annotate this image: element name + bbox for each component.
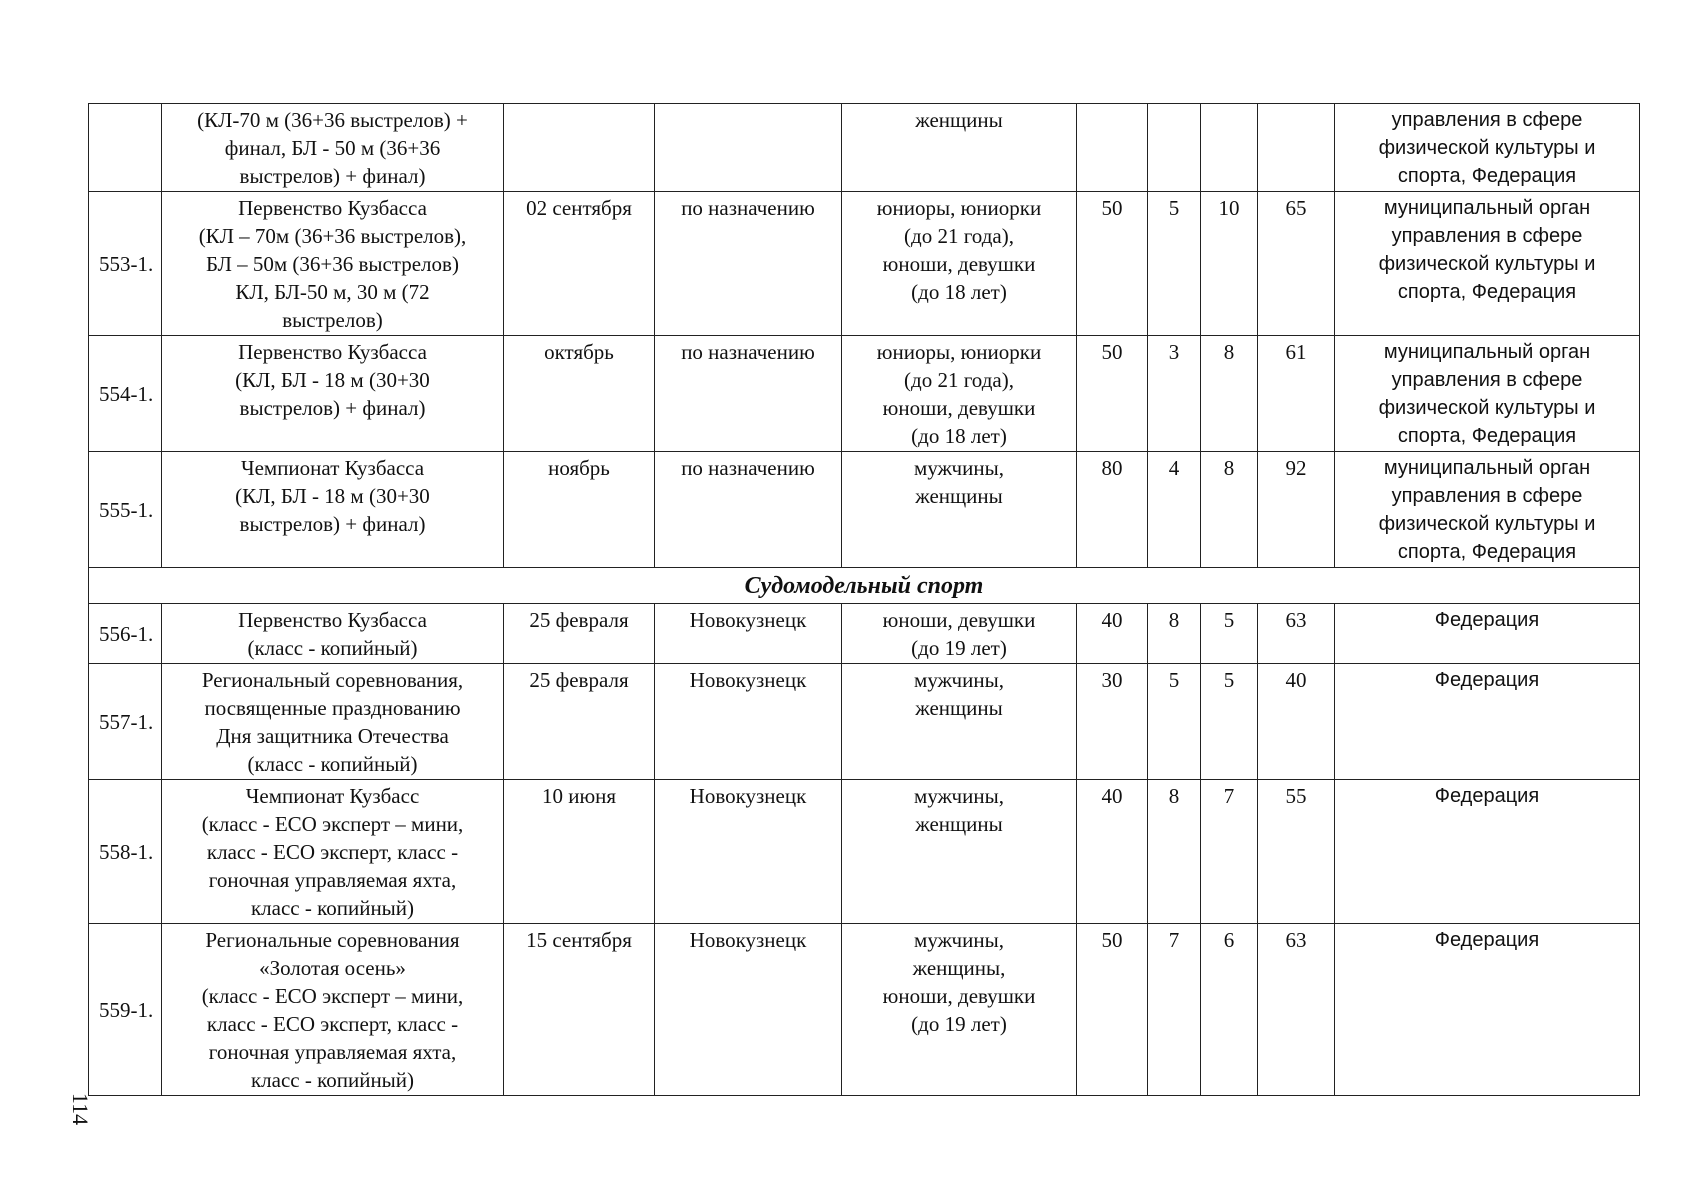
participants-line: мужчины,	[914, 456, 1004, 480]
count-3: 7	[1201, 780, 1258, 924]
count-3: 10	[1201, 192, 1258, 336]
event-date: ноябрь	[504, 452, 655, 568]
event-name-line: (класс - ECO эксперт – мини,	[201, 984, 464, 1008]
count-3: 5	[1201, 664, 1258, 780]
organizer	[1335, 336, 1640, 452]
count-2: 8	[1148, 604, 1201, 664]
participants-line: (до 18 лет)	[911, 280, 1007, 304]
organizer	[1335, 104, 1640, 192]
organizer-line: физической культуры и	[1378, 397, 1596, 419]
event-name	[162, 336, 504, 452]
count-1: 50	[1077, 336, 1148, 452]
event-place: по назначению	[655, 452, 842, 568]
event-name-line: Региональный соревнования,	[201, 668, 464, 692]
table-row	[89, 664, 1640, 780]
count-3: 8	[1201, 336, 1258, 452]
section-header-group	[89, 568, 1640, 604]
organizer-line: управления в сфере	[1391, 109, 1583, 131]
event-name-line: Первенство Кузбасса	[238, 608, 427, 632]
event-name-line: выстрелов) + финал)	[239, 396, 426, 420]
participants	[842, 452, 1077, 568]
table-row	[89, 192, 1640, 336]
row-number: 555-1.	[89, 452, 162, 568]
table-row	[89, 336, 1640, 452]
organizer-line: управления в сфере	[1391, 485, 1583, 507]
event-name-line: класс - копийный)	[250, 1068, 415, 1092]
event-name-line: посвященные празднованию	[204, 696, 461, 720]
event-name-line: гоночная управляемая яхта,	[208, 868, 457, 892]
table-row	[89, 780, 1640, 924]
event-date: 25 февраля	[504, 664, 655, 780]
event-place: по назначению	[655, 336, 842, 452]
row-number: 556-1.	[89, 604, 162, 664]
organizer	[1335, 780, 1640, 924]
participants-line: мужчины,	[914, 928, 1004, 952]
participants-line: (до 21 года),	[904, 368, 1014, 392]
participants-line: (до 18 лет)	[911, 424, 1007, 448]
count-2: 5	[1148, 664, 1201, 780]
participants-line: женщины	[915, 696, 1003, 720]
event-date	[504, 104, 655, 192]
participants-line: юноши, девушки	[882, 984, 1036, 1008]
organizer-line: Федерация	[1434, 929, 1540, 951]
event-name-line: финал, БЛ - 50 м (36+36	[224, 136, 441, 160]
count-1: 40	[1077, 604, 1148, 664]
row-number: 557-1.	[89, 664, 162, 780]
event-name-line: выстрелов) + финал)	[239, 164, 426, 188]
count-3	[1201, 104, 1258, 192]
participants-line: юниоры, юниорки	[876, 340, 1042, 364]
event-place: Новокузнецк	[655, 664, 842, 780]
organizer-line: физической культуры и	[1378, 137, 1596, 159]
count-total	[1258, 104, 1335, 192]
event-name-line: класс - ECO эксперт, класс -	[206, 1012, 459, 1036]
table-row	[89, 604, 1640, 664]
organizer-line: управления в сфере	[1391, 225, 1583, 247]
event-date: 25 февраля	[504, 604, 655, 664]
organizer	[1335, 924, 1640, 1096]
organizer-line: муниципальный орган	[1383, 457, 1591, 479]
count-2: 7	[1148, 924, 1201, 1096]
count-2: 3	[1148, 336, 1201, 452]
event-name-line: Первенство Кузбасса	[238, 340, 427, 364]
count-1: 50	[1077, 192, 1148, 336]
participants-line: юноши, девушки	[882, 608, 1036, 632]
count-total: 65	[1258, 192, 1335, 336]
event-place: Новокузнецк	[655, 780, 842, 924]
row-number: 554-1.	[89, 336, 162, 452]
event-name-line: класс - ECO эксперт, класс -	[206, 840, 459, 864]
participants	[842, 780, 1077, 924]
organizer-line: физической культуры и	[1378, 253, 1596, 275]
page-number: 114	[68, 1092, 93, 1126]
row-number: 553-1.	[89, 192, 162, 336]
organizer-line: Федерация	[1434, 669, 1540, 691]
event-name-line: выстрелов) + финал)	[239, 512, 426, 536]
event-name-line: гоночная управляемая яхта,	[208, 1040, 457, 1064]
count-total: 61	[1258, 336, 1335, 452]
participants-line: (до 21 года),	[904, 224, 1014, 248]
participants-line: женщины	[915, 108, 1003, 132]
row-number	[89, 104, 162, 192]
event-place: Новокузнецк	[655, 604, 842, 664]
participants	[842, 104, 1077, 192]
organizer-line: спорта, Федерация	[1397, 165, 1577, 187]
row-number: 559-1.	[89, 924, 162, 1096]
count-total: 40	[1258, 664, 1335, 780]
organizer-line: спорта, Федерация	[1397, 541, 1577, 563]
event-name	[162, 104, 504, 192]
event-name-line: (КЛ-70 м (36+36 выстрелов) +	[197, 108, 468, 132]
event-name-line: (КЛ, БЛ - 18 м (30+30	[235, 484, 430, 508]
event-name-line: (класс - ECO эксперт – мини,	[201, 812, 464, 836]
count-3: 8	[1201, 452, 1258, 568]
count-1: 50	[1077, 924, 1148, 1096]
count-1	[1077, 104, 1148, 192]
count-2	[1148, 104, 1201, 192]
event-name-line: Чемпионат Кузбасс	[245, 784, 420, 808]
count-1: 40	[1077, 780, 1148, 924]
event-name-line: БЛ – 50м (36+36 выстрелов)	[206, 252, 459, 276]
event-date: 10 июня	[504, 780, 655, 924]
event-name	[162, 780, 504, 924]
participants-line: мужчины,	[914, 668, 1004, 692]
section-title: Судомодельный спорт	[89, 568, 1640, 604]
organizer	[1335, 604, 1640, 664]
participants	[842, 192, 1077, 336]
events-table	[88, 103, 1640, 1096]
table-body-bottom	[89, 604, 1640, 1096]
count-3: 6	[1201, 924, 1258, 1096]
participants	[842, 604, 1077, 664]
event-name	[162, 192, 504, 336]
event-place: Новокузнецк	[655, 924, 842, 1096]
organizer-line: управления в сфере	[1391, 369, 1583, 391]
event-name	[162, 664, 504, 780]
organizer-line: муниципальный орган	[1383, 197, 1591, 219]
table-row	[89, 104, 1640, 192]
event-name-line: класс - копийный)	[250, 896, 415, 920]
participants-line: юноши, девушки	[882, 396, 1036, 420]
section-header-row	[89, 568, 1640, 604]
organizer-line: спорта, Федерация	[1397, 425, 1577, 447]
organizer	[1335, 452, 1640, 568]
event-place	[655, 104, 842, 192]
count-total: 63	[1258, 924, 1335, 1096]
event-name	[162, 604, 504, 664]
organizer	[1335, 192, 1640, 336]
event-name-line: (КЛ – 70м (36+36 выстрелов),	[198, 224, 467, 248]
organizer-line: Федерация	[1434, 609, 1540, 631]
event-date: 02 сентября	[504, 192, 655, 336]
participants	[842, 924, 1077, 1096]
table-body-top	[89, 104, 1640, 568]
event-date: 15 сентября	[504, 924, 655, 1096]
event-name	[162, 924, 504, 1096]
participants-line: женщины	[915, 484, 1003, 508]
participants-line: (до 19 лет)	[911, 1012, 1007, 1036]
event-name-line: (класс - копийный)	[247, 752, 418, 776]
participants-line: юниоры, юниорки	[876, 196, 1042, 220]
participants-line: юноши, девушки	[882, 252, 1036, 276]
event-name-line: Первенство Кузбасса	[238, 196, 427, 220]
count-2: 5	[1148, 192, 1201, 336]
organizer-line: спорта, Федерация	[1397, 281, 1577, 303]
event-name-line: (КЛ, БЛ - 18 м (30+30	[235, 368, 430, 392]
count-1: 30	[1077, 664, 1148, 780]
participants-line: женщины,	[912, 956, 1006, 980]
row-number: 558-1.	[89, 780, 162, 924]
count-total: 92	[1258, 452, 1335, 568]
event-date: октябрь	[504, 336, 655, 452]
count-1: 80	[1077, 452, 1148, 568]
event-name-line: Чемпионат Кузбасса	[240, 456, 425, 480]
event-name-line: выстрелов)	[282, 308, 383, 332]
event-name-line: (класс - копийный)	[247, 636, 418, 660]
count-3: 5	[1201, 604, 1258, 664]
count-total: 55	[1258, 780, 1335, 924]
participants-line: (до 19 лет)	[911, 636, 1007, 660]
table-row	[89, 924, 1640, 1096]
participants	[842, 664, 1077, 780]
event-name-line: КЛ, БЛ-50 м, 30 м (72	[235, 280, 430, 304]
table-row	[89, 452, 1640, 568]
organizer-line: муниципальный орган	[1383, 341, 1591, 363]
participants-line: мужчины,	[914, 784, 1004, 808]
event-name-line: «Золотая осень»	[259, 956, 406, 980]
organizer-line: физической культуры и	[1378, 513, 1596, 535]
participants	[842, 336, 1077, 452]
organizer-line: Федерация	[1434, 785, 1540, 807]
participants-line: женщины	[915, 812, 1003, 836]
organizer	[1335, 664, 1640, 780]
event-name-line: Региональные соревнования	[205, 928, 460, 952]
event-place: по назначению	[655, 192, 842, 336]
event-name-line: Дня защитника Отечества	[216, 724, 449, 748]
count-2: 8	[1148, 780, 1201, 924]
count-2: 4	[1148, 452, 1201, 568]
count-total: 63	[1258, 604, 1335, 664]
event-name	[162, 452, 504, 568]
